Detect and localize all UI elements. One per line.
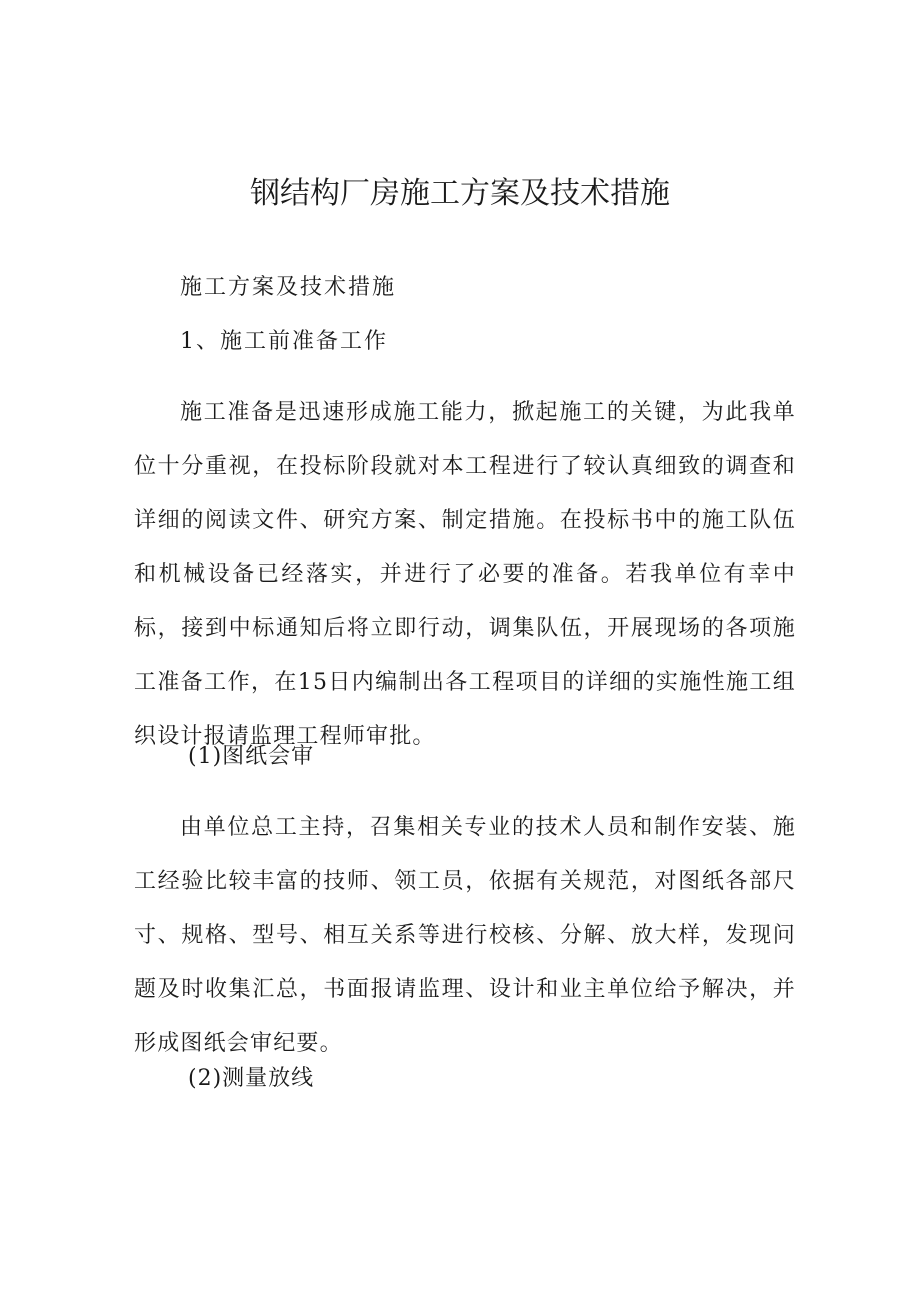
subsection-heading-1: 1、施工前准备工作 bbox=[180, 329, 388, 354]
paragraph-drawing-review: 由单位总工主持，召集相关专业的技术人员和制作安装、施工经验比较丰富的技师、领工员，依据有关规范，对图纸各部尺寸、规格、型号、相互关系等进行校核、分解、放大样，发现问题及时收集汇总，书面报请监理、设计和业主单位给予解决，并形成图纸会审纪要。 bbox=[134, 815, 796, 1056]
item-heading-drawing-review: (1)图纸会审 bbox=[188, 744, 315, 769]
paragraph-preparation: 施工准备是迅速形成施工能力，掀起施工的关键，为此我单位十分重视，在投标阶段就对本工程进行了较认真细致的调查和详细的阅读文件、研究方案、制定措施。在投标书中的施工队伍和机械设备已经落实，并进行了必要的准备。若我单位有幸中标，接到中标通知后将立即行动，调集队伍，开展现场的各项施工准备工作，在15日内编制出各工程项目的详细的实施性施工组织设计报请监理工程师审批。 bbox=[134, 400, 796, 749]
section-heading: 施工方案及技术措施 bbox=[180, 275, 397, 300]
document-title: 钢结构厂房施工方案及技术措施 bbox=[250, 176, 670, 211]
item-heading-survey-setout: (2)测量放线 bbox=[188, 1066, 315, 1091]
